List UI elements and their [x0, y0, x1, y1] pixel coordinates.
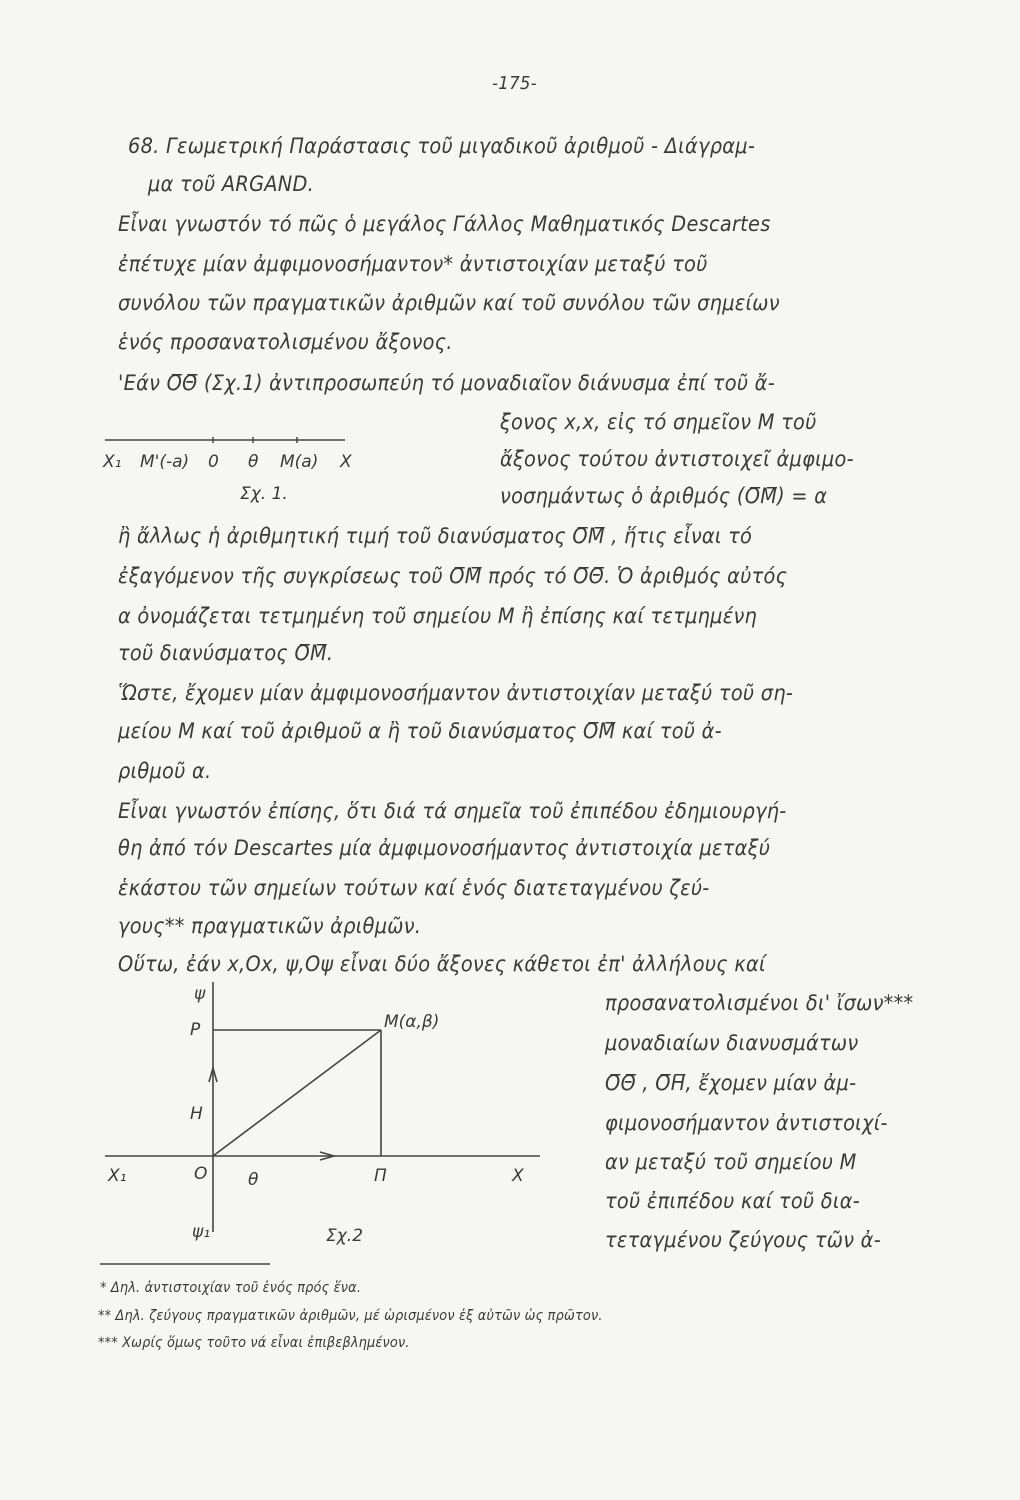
fig1-label-x1: X₁	[103, 452, 122, 472]
text-line: συνόλου τῶν πραγματικῶν ἀριθμῶν καί τοῦ συνόλου τῶν σημείων	[118, 291, 780, 315]
fig2-caption: Σχ.2	[326, 1226, 364, 1246]
text-line: γους** πραγματικῶν ἀριθμῶν.	[118, 914, 422, 938]
text-line: Εἶναι γνωστόν ἐπίσης, ὅτι διά τά σημεῖα τοῦ ἐπιπέδου ἐδημιουργή-	[118, 799, 787, 823]
fig1-label-x: X	[340, 452, 352, 472]
fig2-label-h: H	[190, 1104, 203, 1124]
text-line: Ὥστε, ἔχομεν μίαν ἀμφιμονοσήμαντον ἀντιστοιχίαν μεταξύ τοῦ ση-	[118, 681, 794, 705]
text-line: ἄξονος τούτου ἀντιστοιχεῖ ἀμφιμο-	[500, 447, 854, 471]
fig2-label-origin: O	[194, 1164, 208, 1184]
text-line: φιμονοσήμαντον ἀντιστοιχί-	[605, 1111, 888, 1135]
text-line: Ο̅Θ̅ , Ο̅Η̅, ἔχομεν μίαν ἀμ-	[605, 1071, 857, 1095]
text-line: Εἶναι γνωστόν τό πῶς ὁ μεγάλος Γάλλος Μαθηματικός Descartes	[118, 212, 771, 236]
fig2-label-pi: Π	[374, 1166, 387, 1186]
text-line: μοναδιαίων διανυσμάτων	[605, 1031, 859, 1055]
text-line: 'Εάν Ο̅Θ̅ (Σχ.1) ἀντιπροσωπεύη τό μοναδιαῖον διάνυσμα ἐπί τοῦ ἄ-	[118, 371, 775, 395]
text-line: ἐπέτυχε μίαν ἀμφιμονοσήμαντον* ἀντιστοιχίαν μεταξύ τοῦ	[118, 252, 708, 276]
fig2-label-p: P	[190, 1020, 201, 1040]
fig1-label-m-prime: M'(-a)	[140, 452, 190, 472]
text-line: προσανατολισμένοι δι' ἴσων***	[605, 991, 914, 1015]
text-line: ἢ ἄλλως ἡ ἀριθμητική τιμή τοῦ διανύσματος Ο̅Μ̅ , ἥτις εἶναι τό	[118, 524, 753, 548]
text-line: Οὕτω, ἐάν x,Ox, ψ,Oψ εἶναι δύο ἄξονες κάθετοι ἐπ' ἀλλήλους καί	[118, 952, 766, 976]
text-line: τεταγμένου ζεύγους τῶν ἀ-	[605, 1228, 881, 1252]
text-line: νοσημάντως ὁ ἀριθμός (Ο̅Μ̅) = α	[500, 484, 828, 508]
section-heading-cont: μα τοῦ ARGAND.	[148, 172, 315, 196]
text-line: ἑκάστου τῶν σημείων τούτων καί ἑνός διατεταγμένου ζεύ-	[118, 876, 710, 900]
text-line: ξονος x,x, εἰς τό σημεῖον Μ τοῦ	[500, 410, 817, 434]
fig1-label-origin: 0	[208, 452, 219, 472]
text-line: θη ἀπό τόν Descartes μία ἀμφιμονοσήμαντος ἀντιστοιχία μεταξύ	[118, 836, 771, 860]
fig2-label-m: M(α,β)	[384, 1012, 440, 1032]
text-line: τοῦ ἐπιπέδου καί τοῦ δια-	[605, 1189, 860, 1213]
text-line: α ὀνομάζεται τετμημένη τοῦ σημείου Μ ἢ ἐπίσης καί τετμημένη	[118, 604, 758, 628]
text-line: ριθμοῦ α.	[118, 759, 212, 783]
text-line: τοῦ διανύσματος Ο̅Μ̅.	[118, 641, 334, 665]
page-number: -175-	[492, 73, 537, 94]
figure-1-axis	[105, 437, 345, 443]
fig1-label-m: M(a)	[280, 452, 319, 472]
fig2-label-psi: ψ	[194, 984, 206, 1004]
text-line: ἑνός προσανατολισμένου ἄξονος.	[118, 330, 453, 354]
fig1-caption: Σχ. 1.	[240, 484, 288, 504]
fig2-label-x: X	[512, 1166, 524, 1186]
footnote: * Δηλ. ἀντιστοιχίαν τοῦ ἑνός πρός ἕνα.	[100, 1280, 362, 1296]
footnote: ** Δηλ. ζεύγους πραγματικῶν ἀριθμῶν, μέ ὡρισμένον ἐξ αὐτῶν ὡς πρῶτον.	[98, 1308, 603, 1324]
figure-2-diagram	[100, 982, 540, 1264]
section-heading: 68. Γεωμετρική Παράστασις τοῦ μιγαδικοῦ ἀριθμοῦ - Διάγραμ-	[128, 134, 756, 158]
fig1-label-theta: θ	[248, 452, 259, 472]
fig2-label-x1: X₁	[108, 1166, 127, 1186]
text-line: ἐξαγόμενον τῆς συγκρίσεως τοῦ Ο̅Μ̅ πρός τό Ο̅Θ̅. Ὁ ἀριθμός αὐτός	[118, 564, 788, 588]
footnote: *** Χωρίς ὅμως τοῦτο νά εἶναι ἐπιβεβλημένον.	[98, 1335, 410, 1351]
fig2-label-psi1: ψ₁	[192, 1222, 211, 1242]
text-line: μείου Μ καί τοῦ ἀριθμοῦ α ἢ τοῦ διανύσματος Ο̅Μ̅ καί τοῦ ἀ-	[118, 719, 722, 743]
text-line: αν μεταξύ τοῦ σημείου Μ	[605, 1150, 857, 1174]
fig2-label-theta: θ	[248, 1170, 259, 1190]
